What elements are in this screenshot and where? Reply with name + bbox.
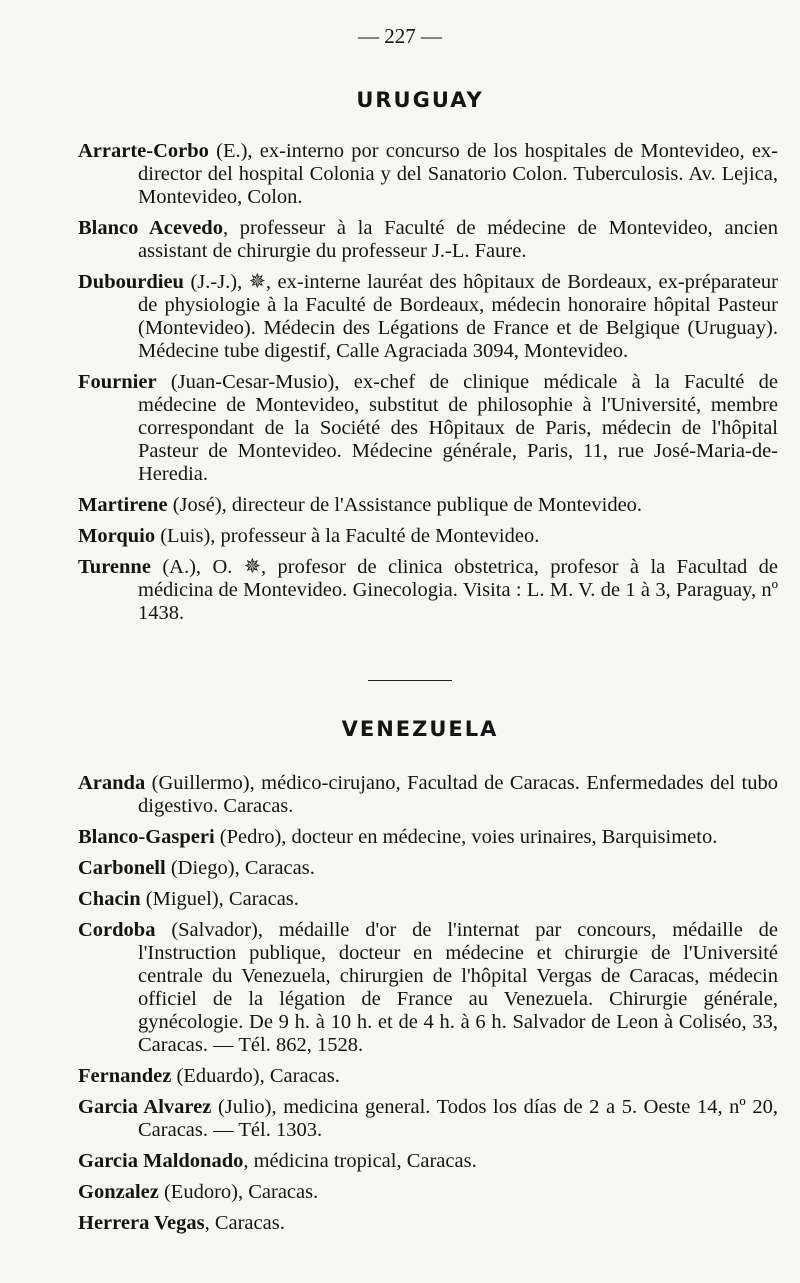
directory-entry bbox=[78, 826, 778, 849]
entry-text: , professeur à la Faculté de médecine de Montevideo, ancien assistant de chirurgie du professeur J.-L. Faure. bbox=[138, 217, 778, 262]
entry-name: Gonzalez bbox=[78, 1181, 159, 1203]
entry-name: Fernandez bbox=[78, 1065, 172, 1087]
entry-text: , médicina tropical, Caracas. bbox=[243, 1150, 477, 1172]
page-number: — 227 — bbox=[358, 24, 442, 48]
entry-name: Carbonell bbox=[78, 857, 166, 879]
directory-entry bbox=[78, 525, 778, 548]
entry-text: (A.), O. ✵, profesor de clinica obstetrica, profesor à la Facultad de médicina de Montevideo. Ginecologia. Visita : L. M. V. de 1 à 3, Paraguay, nº 1438. bbox=[138, 556, 778, 624]
directory-entry bbox=[78, 494, 778, 517]
directory-entry bbox=[78, 772, 778, 818]
directory-entry bbox=[78, 371, 778, 486]
entry-name: Turenne bbox=[78, 556, 151, 578]
entry-name: Blanco Acevedo bbox=[78, 217, 223, 239]
directory-entry bbox=[78, 217, 778, 263]
entry-name: Cordoba bbox=[78, 919, 156, 941]
entry-text: (E.), ex-interno por concurso de los hospitales de Montevideo, ex-director del hospital Colonia y del Sanatorio Colon. Tuberculosis. Av. Lejica, Montevideo, Colon. bbox=[138, 140, 778, 208]
directory-entry bbox=[78, 857, 778, 880]
entry-text: (Luis), professeur à la Faculté de Montevideo. bbox=[155, 525, 540, 547]
directory-entry bbox=[78, 1181, 778, 1204]
entry-text: (Julio), medicina general. Todos los días de 2 a 5. Oeste 14, nº 20, Caracas. — Tél. 1303. bbox=[138, 1096, 778, 1141]
entry-text: (Eudoro), Caracas. bbox=[158, 1181, 319, 1203]
entry-name: Herrera Vegas bbox=[78, 1212, 205, 1234]
entry-text: (J.-J.), ✵, ex-interne lauréat des hôpitaux de Bordeaux, ex-préparateur de physiologie à la Faculté de Bordeaux, médecin honoraire hôpital Pasteur (Montevideo). Médecin des Légations de France et de Belgique (Uruguay). Médecine tube digestif, Calle Agraciada 3094, Montevideo. bbox=[138, 271, 778, 362]
directory-entry bbox=[78, 1212, 778, 1235]
directory-entry bbox=[78, 140, 778, 209]
entry-text: (Guillermo), médico-cirujano, Facultad de Caracas. Enfermedades del tubo digestivo. Caracas. bbox=[138, 772, 778, 817]
entry-name: Arrarte-Corbo bbox=[78, 140, 209, 162]
entry-text: (Pedro), docteur en médecine, voies urinaires, Barquisimeto. bbox=[214, 826, 718, 848]
entry-name: Martirene bbox=[78, 494, 168, 516]
entry-name: Dubourdieu bbox=[78, 271, 184, 293]
entry-text: (Miguel), Caracas. bbox=[140, 888, 299, 910]
directory-entry bbox=[78, 271, 778, 363]
entry-list-venezuela bbox=[78, 772, 778, 1243]
entry-text: (Diego), Caracas. bbox=[165, 857, 315, 879]
entry-name: Blanco-Gasperi bbox=[78, 826, 215, 848]
entry-text: (Juan-Cesar-Musio), ex-chef de clinique médicale à la Faculté de médecine de Montevideo, substitut de philosophie à l'Université, membre correspondant de la Société des Hôpitaux de Paris, médecin de l'hôpital Pasteur de Montevideo. Médecine générale, Paris, 11, rue José-Maria-de-Heredia. bbox=[138, 371, 778, 485]
section-title-uruguay: URUGUAY bbox=[356, 88, 484, 112]
directory-entry bbox=[78, 1065, 778, 1088]
entry-text: (Salvador), médaille d'or de l'internat par concours, médaille de l'Instruction publique, docteur en médecine et chirurgie de l'Université centrale du Venezuela, chirurgien de l'hôpital Vergas de Caracas, médecin officiel de la légation de France au Venezuela. Chirurgie générale, gynécologie. De 9 h. à 10 h. et de 4 h. à 6 h. Salvador de Leon à Coliséo, 33, Caracas. — Tél. 862, 1528. bbox=[138, 919, 778, 1056]
entry-text: , Caracas. bbox=[204, 1212, 285, 1234]
directory-entry bbox=[78, 556, 778, 625]
entry-name: Chacin bbox=[78, 888, 141, 910]
entry-name: Fournier bbox=[78, 371, 157, 393]
entry-list-uruguay bbox=[78, 140, 778, 633]
directory-entry bbox=[78, 888, 778, 911]
directory-entry bbox=[78, 1096, 778, 1142]
section-title-venezuela: VENEZUELA bbox=[341, 717, 499, 741]
directory-entry bbox=[78, 1150, 778, 1173]
entry-name: Morquio bbox=[78, 525, 156, 547]
entry-name: Garcia Maldonado bbox=[78, 1150, 244, 1172]
entry-name: Aranda bbox=[78, 772, 146, 794]
entry-name: Garcia Alvarez bbox=[78, 1096, 212, 1118]
section-divider bbox=[368, 680, 452, 681]
entry-text: (Eduardo), Caracas. bbox=[171, 1065, 340, 1087]
directory-entry bbox=[78, 919, 778, 1057]
entry-text: (José), directeur de l'Assistance publique de Montevideo. bbox=[167, 494, 643, 516]
